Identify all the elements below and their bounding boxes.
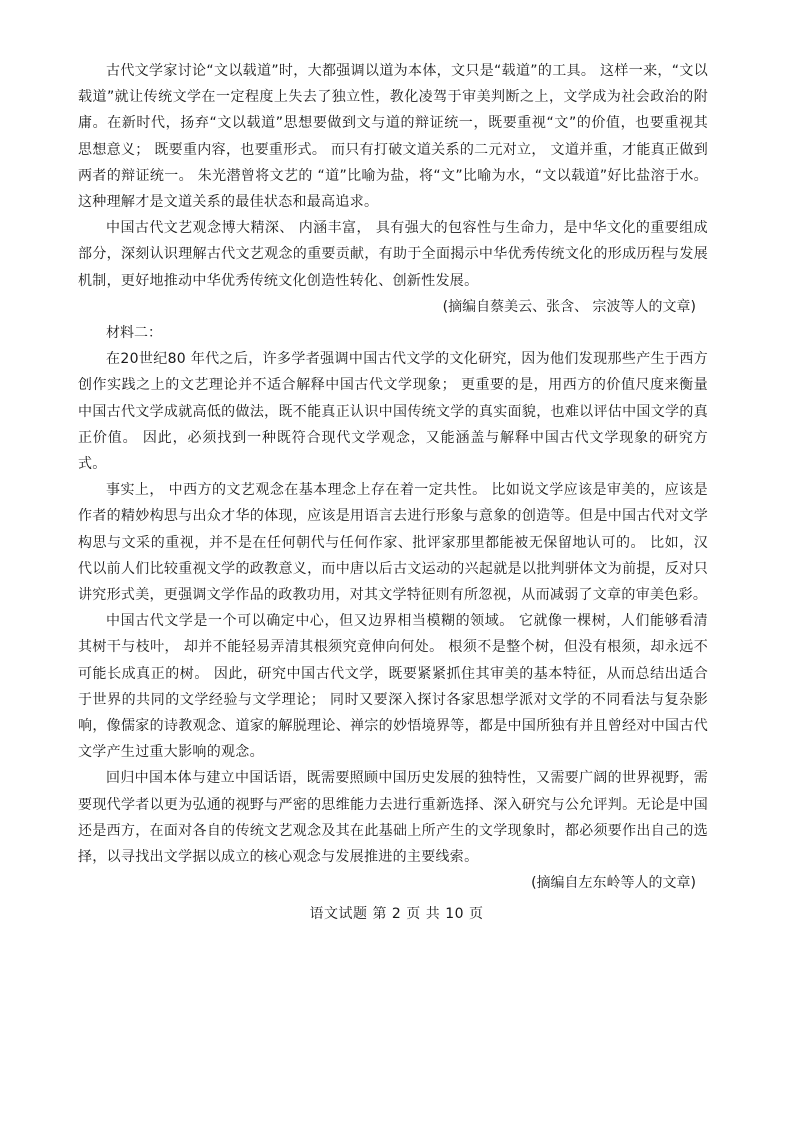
page-footer: 语文试题 第 2 页 共 10 页	[309, 906, 484, 922]
source-citation-two: (摘编自左东岭等人的文章)	[531, 875, 696, 892]
paragraph-chinese-discourse: 回归中国本体与建立中国话语，既需要照顾中国历史发展的独特性，又需要广阔的世界视野，需要现代学者以更为弘通的视野与严密的思维能力去进行重新选择、深入研究与公允评判。无论是中国还是西方，在面对各自的传统文艺观念及其在此基础上所产生的文学现象时，都必须要作出自己的选择，以寻找出文学据以成立的核心观念与发展推进的主要线索。	[78, 770, 708, 866]
document-body	[78, 58, 708, 897]
paragraph-culture-research: 在20世纪80 年代之后，许多学者强调中国古代文学的文化研究，因为他们发现那些产生于西方创作实践之上的文艺理论并不适合解释中国古代文学现象； 更重要的是，用西方的价值尺度来衡量中国古代文学成就高低的做法，既不能真正认识中国传统文学的真实面貌，也难以评估中国文学的真正价值。 因此，必须找到一种既符合现代文学观念，又能涵盖与解释中国古代文学现象的研究方式。	[78, 351, 708, 473]
paragraph-ancient-literary-concepts: 中国古代文艺观念博大精深、 内涵丰富， 具有强大的包容性与生命力，是中华文化的重要组成部分，深刻认识理解古代文艺观念的重要贡献，有助于全面揭示中华优秀传统文化的形成历程与发展机制，更好地推动中华优秀传统文化创造性转化、创新性发展。	[78, 220, 708, 289]
source-citation-one: (摘编自蔡美云、张含、 宗波等人的文章)	[442, 298, 696, 315]
material-two-label: 材料二：	[106, 325, 162, 342]
paragraph-wen-yi-zai-dao: 古代文学家讨论“文以载道”时，大都强调以道为本体，文只是“载道”的工具。 这样一来，“文以载道”就让传统文学在一定程度上失去了独立性，教化凌驾于审美判断之上，文学成为社会政治的附庸。在新时代，扬弃“文以载道”思想要做到文与道的辩证统一，既要重视“文”的价值，也要重视其思想意义； 既要重内容，也要重形式。 而只有打破文道关系的二元对立， 文道并重，才能真正做到两者的辩证统一。 朱光潜曾将文艺的 “道”比喻为盐，将“文”比喻为水，“文以载道”好比盐溶于水。这种理解才是文道关系的最佳状态和最高追求。	[78, 63, 708, 211]
paragraph-tree-metaphor: 中国古代文学是一个可以确定中心，但又边界相当模糊的领域。 它就像一棵树，人们能够看清其树干与枝叶， 却并不能轻易弄清其根须究竟伸向何处。 根须不是整个树，但没有根须，却永远不可能长成真正的树。 因此，研究中国古代文学，既要紧紧抓住其审美的基本特征，从而总结出适合于世界的共同的文学经验与文学理论； 同时又要深入探讨各家思想学派对文学的不同看法与复杂影响，像儒家的诗教观念、道家的解脱理论、禅宗的妙悟境界等，都是中国所独有并且曾经对中国古代文学产生过重大影响的观念。	[78, 613, 708, 761]
paragraph-common-concepts: 事实上， 中西方的文艺观念在基本理念上存在着一定共性。 比如说文学应该是审美的，应该是作者的精妙构思与出众才华的体现，应该是用语言去进行形象与意象的创造等。但是中国古代对文学构思与文采的重视，并不是在任何朝代与任何作家、批评家那里都能被无保留地认可的。 比如，汉代以前人们比较重视文学的政教意义，而中唐以后古文运动的兴起就是以批判骈体文为前提，反对只讲究形式美，更强调文学作品的政教功用，对其文学特征则有所忽视，从而减弱了文章的审美色彩。	[78, 482, 708, 604]
